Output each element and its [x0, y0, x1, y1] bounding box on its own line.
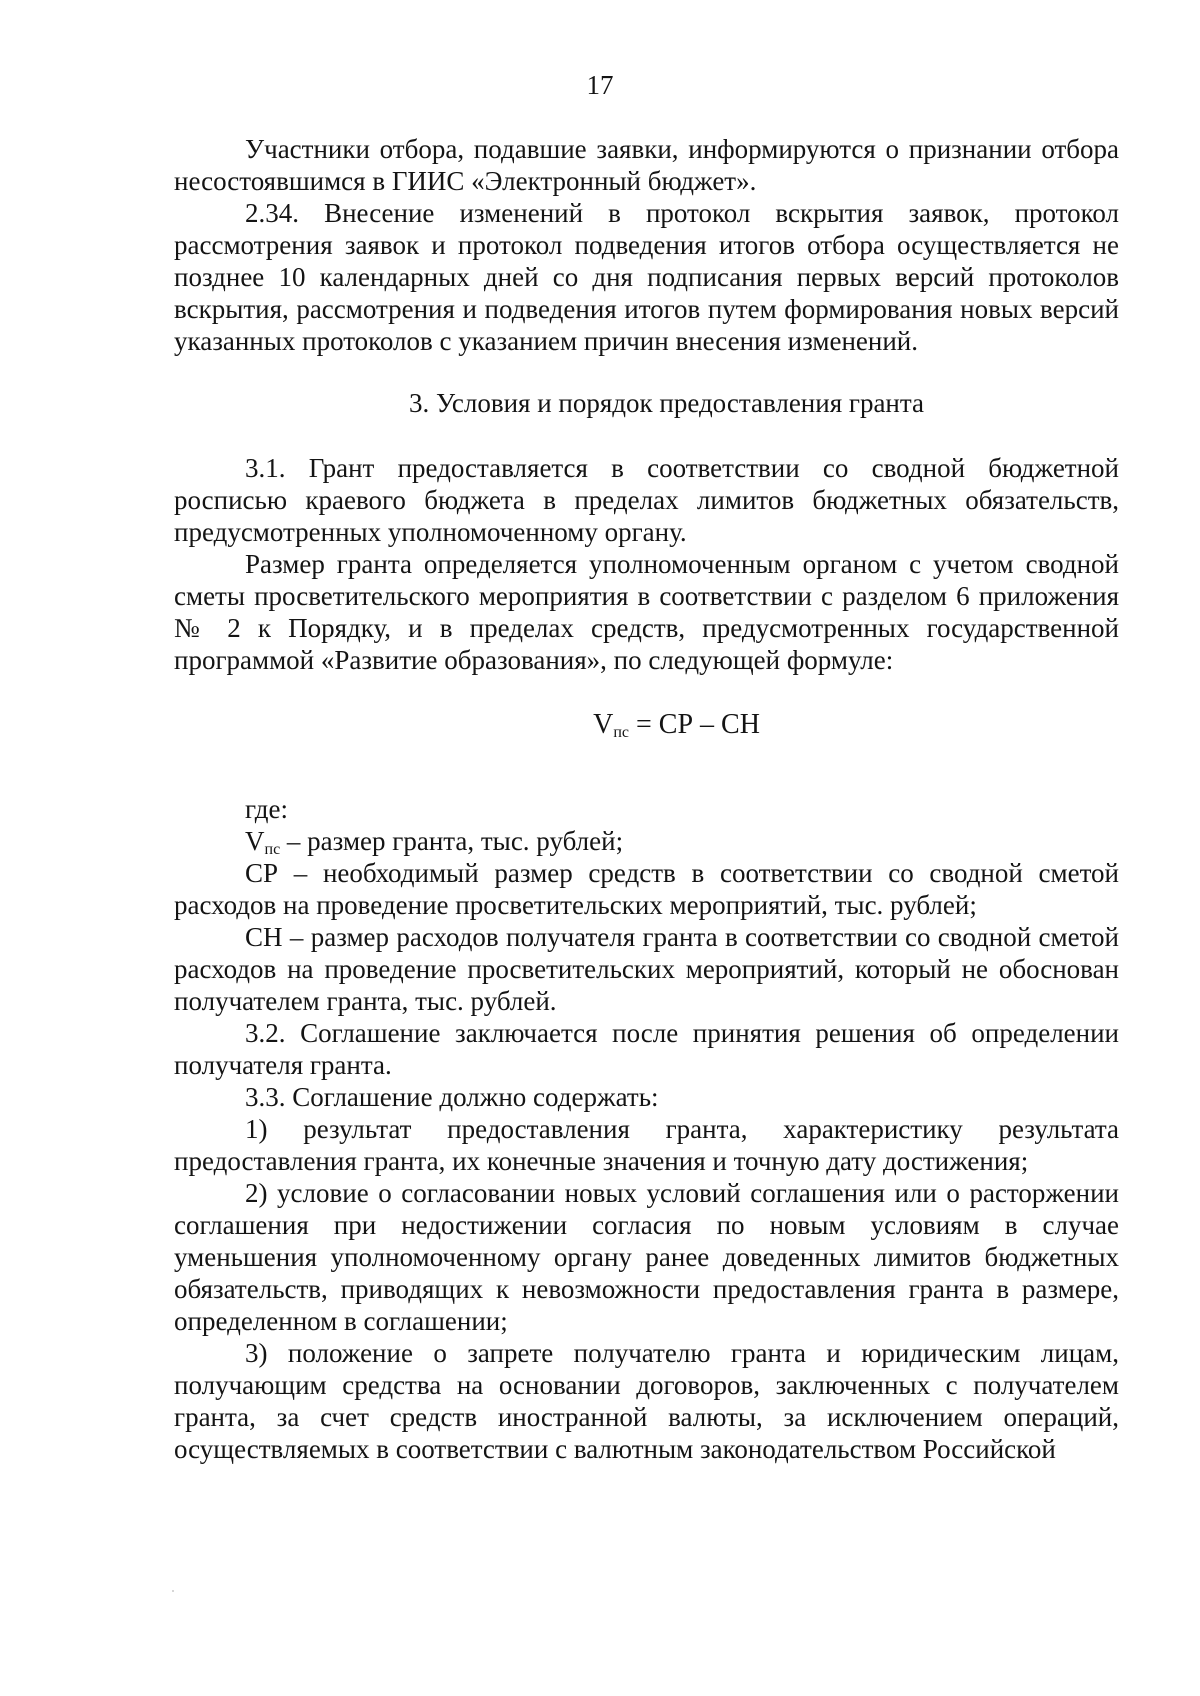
formula-rhs: = СР – СН	[628, 709, 760, 740]
paragraph-3-3: 3.3. Соглашение должно содержать:	[245, 1082, 659, 1112]
definition-vpc-text: – размер гранта, тыс. рублей;	[280, 826, 624, 856]
scan-speck	[172, 1590, 174, 1592]
paragraph-grant-size: Размер гранта определяется уполномоченным органом с учетом сводной сметы просветительского мероприятия в соответствии с разделом 6 приложения № 2 к Порядку, и в пределах средств, предусмотренных государственной программой «Развитие образования», по следующей формуле:	[174, 549, 1119, 675]
where-label: где:	[245, 794, 288, 824]
definition-ch: СН – размер расходов получателя гранта в соответствии со сводной сметой расходов на проведение просветительских мероприятий, который не обоснован получателем гранта, тыс. рублей.	[174, 922, 1119, 1016]
grant-formula	[174, 709, 1119, 741]
list-item-2: 2) условие о согласовании новых условий соглашения или о расторжении соглашения при недостижении согласия по новым условиям в случае уменьшения уполномоченному органу ранее доведенных лимитов бюджетных обязательств, приводящих к невозможности предоставления гранта в размере, определенном в соглашении;	[174, 1178, 1119, 1336]
definition-vpc	[174, 825, 1119, 857]
definition-vpc-subscript: пс	[264, 841, 281, 858]
paragraph-3-2: 3.2. Соглашение заключается после принятия решения об определении получателя гранта.	[174, 1018, 1119, 1080]
page-number: 17	[586, 70, 614, 100]
paragraph-participants-informed: Участники отбора, подавшие заявки, информируются о признании отбора несостоявшимся в ГИИС «Электронный бюджет».	[174, 134, 1119, 196]
definition-cp: СР – необходимый размер средств в соответствии со сводной сметой расходов на проведение просветительских мероприятий, тыс. рублей;	[174, 858, 1119, 920]
document-body	[174, 133, 1119, 1465]
definition-vpc-variable: V	[245, 826, 265, 856]
formula-variable: V	[593, 709, 614, 740]
list-item-1: 1) результат предоставления гранта, характеристику результата предоставления гранта, их конечные значения и точную дату достижения;	[174, 1114, 1119, 1176]
section-heading: 3. Условия и порядок предоставления гранта	[409, 388, 924, 418]
paragraph-3-1: 3.1. Грант предоставляется в соответствии со сводной бюджетной росписью краевого бюджета в пределах лимитов бюджетных обязательств, предусмотренных уполномоченному органу.	[174, 453, 1119, 547]
paragraph-2-34: 2.34. Внесение изменений в протокол вскрытия заявок, протокол рассмотрения заявок и протокол подведения итогов отбора осуществляется не позднее 10 календарных дней со дня подписания первых версий протоколов вскрытия, рассмотрения и подведения итогов путем формирования новых версий указанных протоколов с указанием причин внесения изменений.	[174, 198, 1119, 356]
formula-subscript: пс	[613, 724, 629, 741]
list-item-3: 3) положение о запрете получателю гранта и юридическим лицам, получающим средства на основании договоров, заключенных с получателем гранта, за счет средств иностранной валюты, за исключением операций, осуществляемых в соответствии с валютным законодательством Российской	[174, 1338, 1119, 1464]
